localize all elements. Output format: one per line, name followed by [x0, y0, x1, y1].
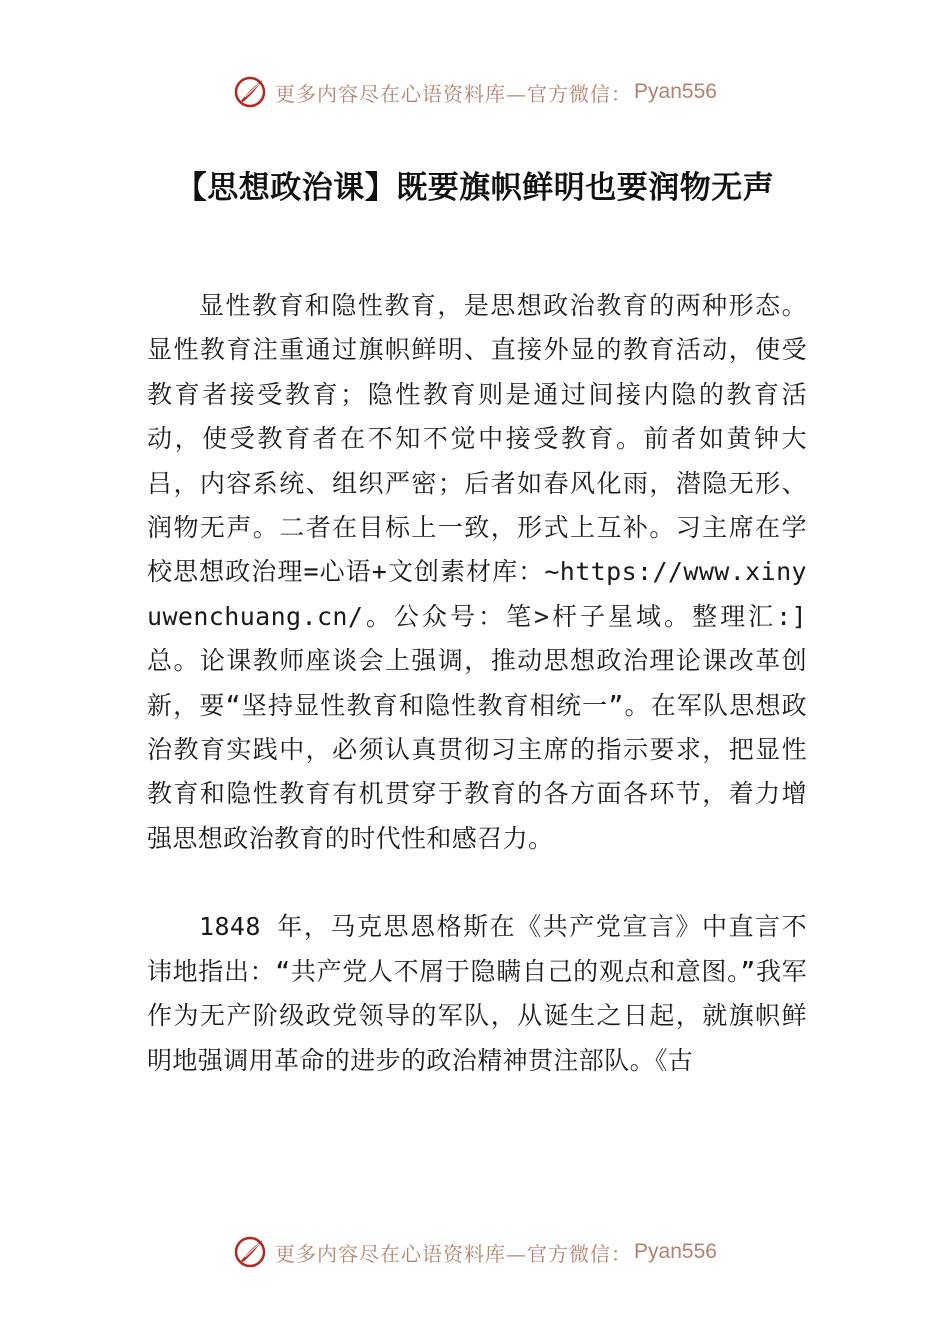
document-body: [147, 284, 807, 1083]
header-banner: [0, 70, 950, 114]
paragraph-2: 1848 年，马克思恩格斯在《共产党宣言》中直言不讳地指出：“共产党人不屑于隐瞒自己的观点和意图。”我军作为无产阶级政党领导的军队，从诞生之日起，就旗帜鲜明地强调用革命的进步的政治精神贯注部队。《古: [147, 912, 807, 1075]
banner-wechat-handle: Pyan556: [634, 80, 717, 103]
banner-brand-text: 更多内容尽在心语资料库—官方微信：: [275, 1241, 633, 1266]
page-title: 【思想政治课】既要旗帜鲜明也要润物无声: [175, 170, 775, 206]
feather-logo-icon: [233, 75, 267, 109]
banner-wechat-handle: Pyan556: [634, 1240, 717, 1263]
paragraph-1: 显性教育和隐性教育，是思想政治教育的两种形态。显性教育注重通过旗帜鲜明、直接外显的教育活动，使受教育者接受教育；隐性教育则是通过间接内隐的教育活动，使受教育者在不知不觉中接受教育。前者如黄钟大吕，内容系统、组织严密；后者如春风化雨，潜隐无形、润物无声。二者在目标上一致，形式上互补。习主席在学校思想政治理=心语+文创素材库：~https://www.xinyuwenchuang.cn/。公众号：笔>杆子星域。整理汇:]总。论课教师座谈会上强调，推动思想政治理论课改革创新，要“坚持显性教育和隐性教育相统一”。在军队思想政治教育实践中，必须认真贯彻习主席的指示要求，把显性教育和隐性教育有机贯穿于教育的各方面各环节，着力增强思想政治教育的时代性和感召力。: [147, 291, 807, 853]
feather-logo-icon: [233, 1235, 267, 1269]
banner-brand-text: 更多内容尽在心语资料库—官方微信：: [275, 81, 633, 106]
footer-banner: [0, 1230, 950, 1274]
